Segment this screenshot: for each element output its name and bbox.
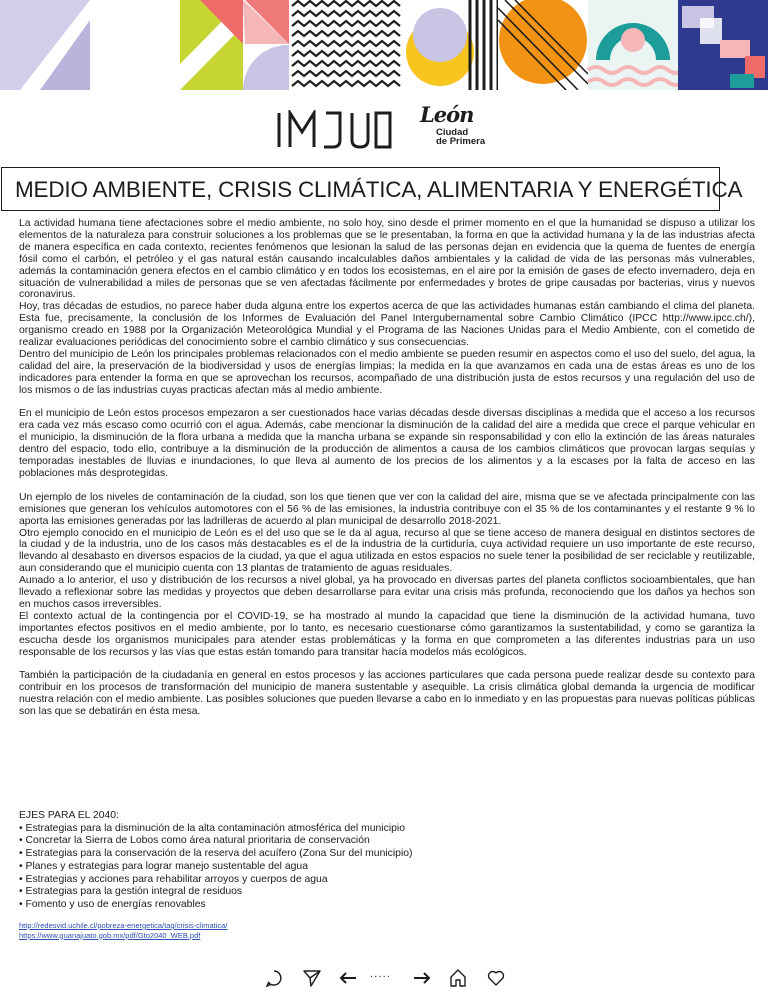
send-icon[interactable] [302, 968, 322, 988]
list-item: • Planes y estrategias para lograr manejo sustentable del agua [19, 861, 755, 874]
list-item: • Concretar la Sierra de Lobos como área natural prioritaria de conservación [19, 835, 755, 848]
page-title: MEDIO AMBIENTE, CRISIS CLIMÁTICA, ALIMENTARIA Y ENERGÉTICA [15, 177, 743, 202]
paragraph: También la participación de la ciudadanía en general en estos procesos y las acciones particulares que cada persona puede realizar desde su contexto para contribuir en los procesos de transformación del municipio de manera sustentable y asequible. La crisis climática global demanda la urgencia de modificar nuestra relación con el medio ambiente. Las posibles soluciones que pueden llevarse a cabo en lo inmediato y en las propuestas para nuevas políticas públicas son las que se debatirán en ésta mesa. [19, 670, 755, 718]
imju-logo [276, 110, 396, 154]
leon-logo-sub1: Ciudad [436, 127, 469, 138]
reference-link[interactable]: http://redesvid.uchile.cl/pobreza-energetica/tag/crisis-climatica/ [19, 921, 228, 930]
page-dots: ····· [370, 972, 391, 983]
decorative-pattern-banner [0, 0, 768, 90]
leon-logo-sub2: de Primera [436, 136, 486, 147]
home-icon[interactable] [448, 968, 468, 988]
list-item: • Estrategias para la gestión integral de residuos [19, 886, 755, 899]
arrow-right-icon[interactable] [412, 968, 432, 988]
paragraph: El contexto actual de la contingencia por el COVID-19, se ha mostrado al mundo la capacidad que tiene la disminución de la actividad humana, tuvo importantes efectos positivos en el medio ambiente, por lo tanto, es necesario cuestionarse cómo garantizamos la sustentabilidad, y como se garantiza la escucha desde los organismos municipales para atender estas problemáticas y la forma en que comprometen a las diferentes industrias para un uso responsable de los recursos y las vías que estas están tomando para transitar hacía modelos más ecológicos. [19, 610, 755, 658]
bottom-nav [260, 968, 510, 990]
paragraph: La actividad humana tiene afectaciones sobre el medio ambiente, no solo hoy, sino desde el primer momento en el que la humanidad se dispuso a utilizar los elementos de la naturaleza para construir soluciones a los problemas que se le presentaban, la forma en que la actividad humana y la de las industrias afecta de manera específica en cada contexto, recientes fenómenos que lesionan la salud de las personas dejan en evidencia que la quema de fuentes de energía fósil como el carbón, el petróleo y el gas natural están causando incalculables daños ambientales y la calidad de vida de las personas más vulnerables, además la contaminación genera efectos en el cambio climático y en todos los ecosistemas, en el aire por la emisión de gases de efecto invernadero, deja en situación de vulnerabilidad a miles de personas que se ven afectadas fácilmente por enfermedades y brotes de gripe causadas por bacterias, virus y nuevos coronavirus. [19, 218, 755, 301]
paragraph: Dentro del municipio de León los principales problemas relacionados con el medio ambiente se pueden resumir en aspectos como el uso del suelo, del agua, la calidad del aire, la preservación de la biodiversidad y usos de energías limpias; la medida en la que avanzamos en cada una de estas áreas es uno de los indicadores para entender la forma en que se aprovechan los recursos, acompañado de una distribución justa de estos recursos y una regulación del uso de los mismos o de las industrias cuyas practicas afectan más al medio ambiente. [19, 348, 755, 396]
leon-logo-script: León [420, 102, 474, 127]
comment-icon[interactable] [264, 968, 284, 988]
list-item: • Estrategias para la disminución de la alta contaminación atmosférica del municipio [19, 823, 755, 836]
leon-ciudad-logo [418, 102, 508, 152]
logo-bar [0, 102, 768, 154]
paragraph: En el municipio de León estos procesos empezaron a ser cuestionados hace varias décadas desde diversas disciplinas a medida que el acceso a los recursos era cada vez más escaso como ocurrió con el agua. Además, cabe mencionar la disminución de la calidad del aire a medida que crece el parque vehicular en el municipio, la disminución de la flora urbana a medida que la mancha urbana se expande sin responsabilidad y con ello la extinción de las áreas naturales dentro del espacio, todo ello, contribuye a la disminución de la producción de alimentos a causa de los cambios climáticos que provocan largas sequías y temporadas inestables de lluvias e inundaciones, lo que lleva al aumento de los precios de los alimentos y a la escases por la falta de acceso en las poblaciones más desprotegidas. [19, 408, 755, 480]
leon-logo-subtitle [436, 128, 485, 146]
reference-link[interactable]: https://www.guanajuato.gob.mx/pdf/Gto2040_WEB.pdf [19, 930, 201, 940]
list-item: • Estrategias y acciones para rehabilitar arroyos y cuerpos de agua [19, 874, 755, 887]
list-item: • Fomento y uso de energías renovables [19, 899, 755, 912]
ejes-list [19, 810, 755, 912]
banner-pattern [0, 0, 768, 90]
paragraph: Otro ejemplo conocido en el municipio de León es el del uso que se le da al agua, recurso al que se tiene acceso de manera desigual en distintos sectores de la ciudad y de la industria, uno de los casos más destacables es el de la industria de la curtiduría, cuya actividad requiere un uso importante de este recurso, llevando al desabasto en diversos espacios de la ciudad, ya que el agua utilizada en estos espacios no suele tener la posibilidad de ser reciclable y reutilizable, aun considerando que el municipio cuenta con 13 plantas de tratamiento de aguas residuales. [19, 527, 755, 575]
paragraph: Hoy, tras décadas de estudios, no parece haber duda alguna entre los expertos acerca de que las actividades humanas están cambiando el clima del planeta. Esta fue, precisamente, la conclusión de los Informes de Evaluación del Panel Intergubernamental sobre Cambio Climático (IPCC http://www.ipcc.ch/), organismo creado en 1988 por la Organización Meteorológica Mundial y el Programa de las Naciones Unidas para el Medio Ambiente, con el cometido de realizar evaluaciones periódicas del conocimiento sobre el cambio climático y sus consecuencias. [19, 301, 755, 349]
arrow-left-icon[interactable] [338, 968, 358, 988]
paragraph: Un ejemplo de los niveles de contaminación de la ciudad, son los que tienen que ver con la calidad del aire, misma que se ve afectada principalmente con las emisiones que generan los vehículos automotores con el 56 % de las emisiones, la industria contribuye con el 35 % de los contaminantes y el restante 9 % lo aporta las emisiones generadas por las ladrilleras de acuerdo al plan municipal de desarrollo 2018-2021. [19, 491, 755, 527]
list-item: • Estrategias para la conservación de la reserva del acuífero (Zona Sur del municipio) [19, 848, 755, 861]
ejes-heading: EJES PARA EL 2040: [19, 810, 119, 821]
body-text [19, 218, 755, 718]
reference-links [19, 921, 227, 940]
imju-logo-mark [276, 110, 396, 150]
paragraph: Aunado a lo anterior, el uso y distribución de los recursos a nivel global, ya ha provocado en diversas partes del planeta conflictos socioambientales, que han llevado a reflexionar sobre las medidas y proyectos que deben desarrollarse para evitar una crisis más profunda, reconociendo que los daños ya hechos son en muchos casos irreversibles. [19, 575, 755, 610]
title-box [1, 167, 743, 211]
heart-icon[interactable] [486, 968, 506, 988]
